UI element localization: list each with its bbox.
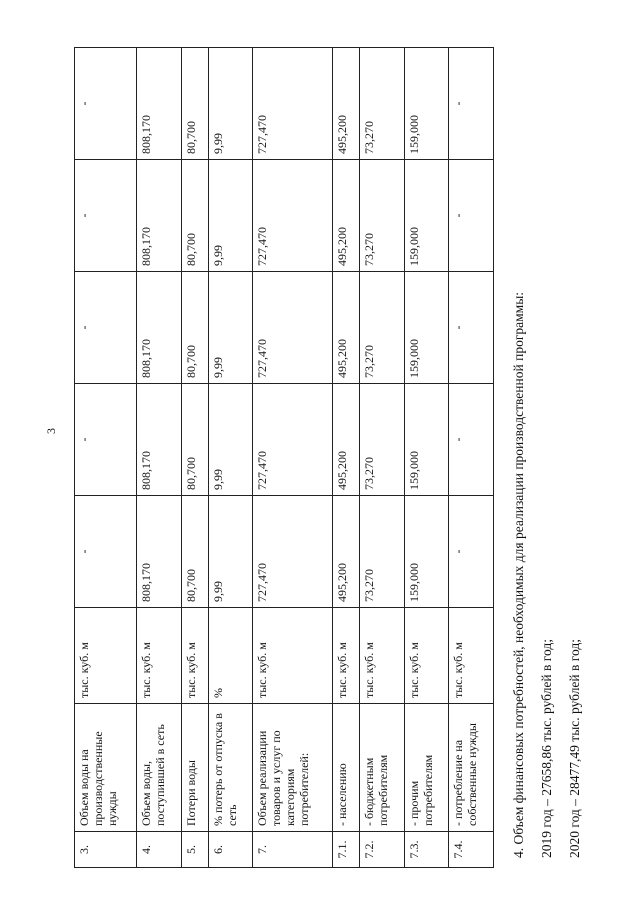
row-indicator-name: - потребление на собственные нужды	[449, 704, 494, 832]
row-value: -	[449, 160, 494, 272]
table-row	[360, 48, 405, 868]
row-value: 80,700	[181, 160, 208, 272]
row-value: -	[75, 384, 137, 496]
row-value: 80,700	[181, 48, 208, 160]
row-value: 159,000	[404, 272, 449, 384]
row-value: 495,200	[333, 48, 360, 160]
row-value: 495,200	[333, 496, 360, 608]
production-program-table	[74, 47, 494, 868]
row-value: -	[449, 496, 494, 608]
row-value: 495,200	[333, 272, 360, 384]
table-row	[253, 48, 333, 868]
row-unit: %	[208, 608, 253, 704]
row-number: 7.3.	[404, 832, 449, 868]
row-value: 9,99	[208, 384, 253, 496]
row-value: 727,470	[253, 48, 333, 160]
row-value: 73,270	[360, 496, 405, 608]
table-container	[74, 48, 494, 868]
row-value: 808,170	[137, 48, 182, 160]
row-value: 9,99	[208, 272, 253, 384]
row-value: 80,700	[181, 272, 208, 384]
financial-needs-2020: 2020 год – 28477,49 тыс. рублей в год;	[567, 639, 582, 858]
row-value: 80,700	[181, 496, 208, 608]
row-indicator-name: Объем воды на производственные нужды	[75, 704, 137, 832]
row-indicator-name: Объем реализации товаров и услуг по категориям потребителей:	[253, 704, 333, 832]
financial-needs-heading: 4. Объем финансовых потребностей, необходимых для реализации производственной программы:	[511, 291, 526, 858]
row-value: 73,270	[360, 384, 405, 496]
table-row	[449, 48, 494, 868]
row-value: 808,170	[137, 496, 182, 608]
row-unit: тыс. куб. м	[449, 608, 494, 704]
row-value: 159,000	[404, 496, 449, 608]
row-unit: тыс. куб. м	[333, 608, 360, 704]
row-indicator-name: Потери воды	[181, 704, 208, 832]
row-value: -	[75, 272, 137, 384]
row-number: 4.	[137, 832, 182, 868]
row-value: -	[449, 384, 494, 496]
row-number: 7.2.	[360, 832, 405, 868]
row-value: 159,000	[404, 160, 449, 272]
row-value: -	[75, 160, 137, 272]
row-value: -	[75, 496, 137, 608]
row-number: 7.1.	[333, 832, 360, 868]
row-value: 73,270	[360, 160, 405, 272]
row-value: 73,270	[360, 48, 405, 160]
financial-needs-2019: 2019 год – 27658,86 тыс. рублей в год;	[539, 639, 554, 858]
row-indicator-name: - населению	[333, 704, 360, 832]
table-row	[404, 48, 449, 868]
table-row	[75, 48, 137, 868]
row-value: 808,170	[137, 160, 182, 272]
row-value: 727,470	[253, 384, 333, 496]
row-number: 7.4.	[449, 832, 494, 868]
row-indicator-name: - прочим потребителям	[404, 704, 449, 832]
row-value: -	[75, 48, 137, 160]
row-value: 9,99	[208, 160, 253, 272]
row-indicator-name: Объем воды, поступившей в сеть	[137, 704, 182, 832]
row-value: 808,170	[137, 272, 182, 384]
row-unit: тыс. куб. м	[404, 608, 449, 704]
row-value: -	[449, 48, 494, 160]
row-value: 159,000	[404, 48, 449, 160]
row-value: 808,170	[137, 384, 182, 496]
row-value: -	[449, 272, 494, 384]
table-row	[181, 48, 208, 868]
row-indicator-name: - бюджетным потребителям	[360, 704, 405, 832]
row-indicator-name: % потерь от отпуска в сеть	[208, 704, 253, 832]
row-unit: тыс. куб. м	[253, 608, 333, 704]
table-row	[333, 48, 360, 868]
row-value: 495,200	[333, 160, 360, 272]
row-number: 3.	[75, 832, 137, 868]
row-value: 80,700	[181, 384, 208, 496]
row-value: 727,470	[253, 496, 333, 608]
row-value: 9,99	[208, 48, 253, 160]
row-number: 5.	[181, 832, 208, 868]
row-number: 7.	[253, 832, 333, 868]
row-value: 159,000	[404, 384, 449, 496]
row-unit: тыс. куб. м	[181, 608, 208, 704]
table-row	[208, 48, 253, 868]
row-value: 727,470	[253, 160, 333, 272]
row-unit: тыс. куб. м	[360, 608, 405, 704]
row-unit: тыс. куб. м	[137, 608, 182, 704]
row-value: 727,470	[253, 272, 333, 384]
row-number: 6.	[208, 832, 253, 868]
row-value: 9,99	[208, 496, 253, 608]
row-unit: тыс. куб. м	[75, 608, 137, 704]
row-value: 495,200	[333, 384, 360, 496]
table-row	[137, 48, 182, 868]
row-value: 73,270	[360, 272, 405, 384]
financial-needs-section	[505, 48, 605, 868]
page-number: 3	[44, 428, 58, 434]
